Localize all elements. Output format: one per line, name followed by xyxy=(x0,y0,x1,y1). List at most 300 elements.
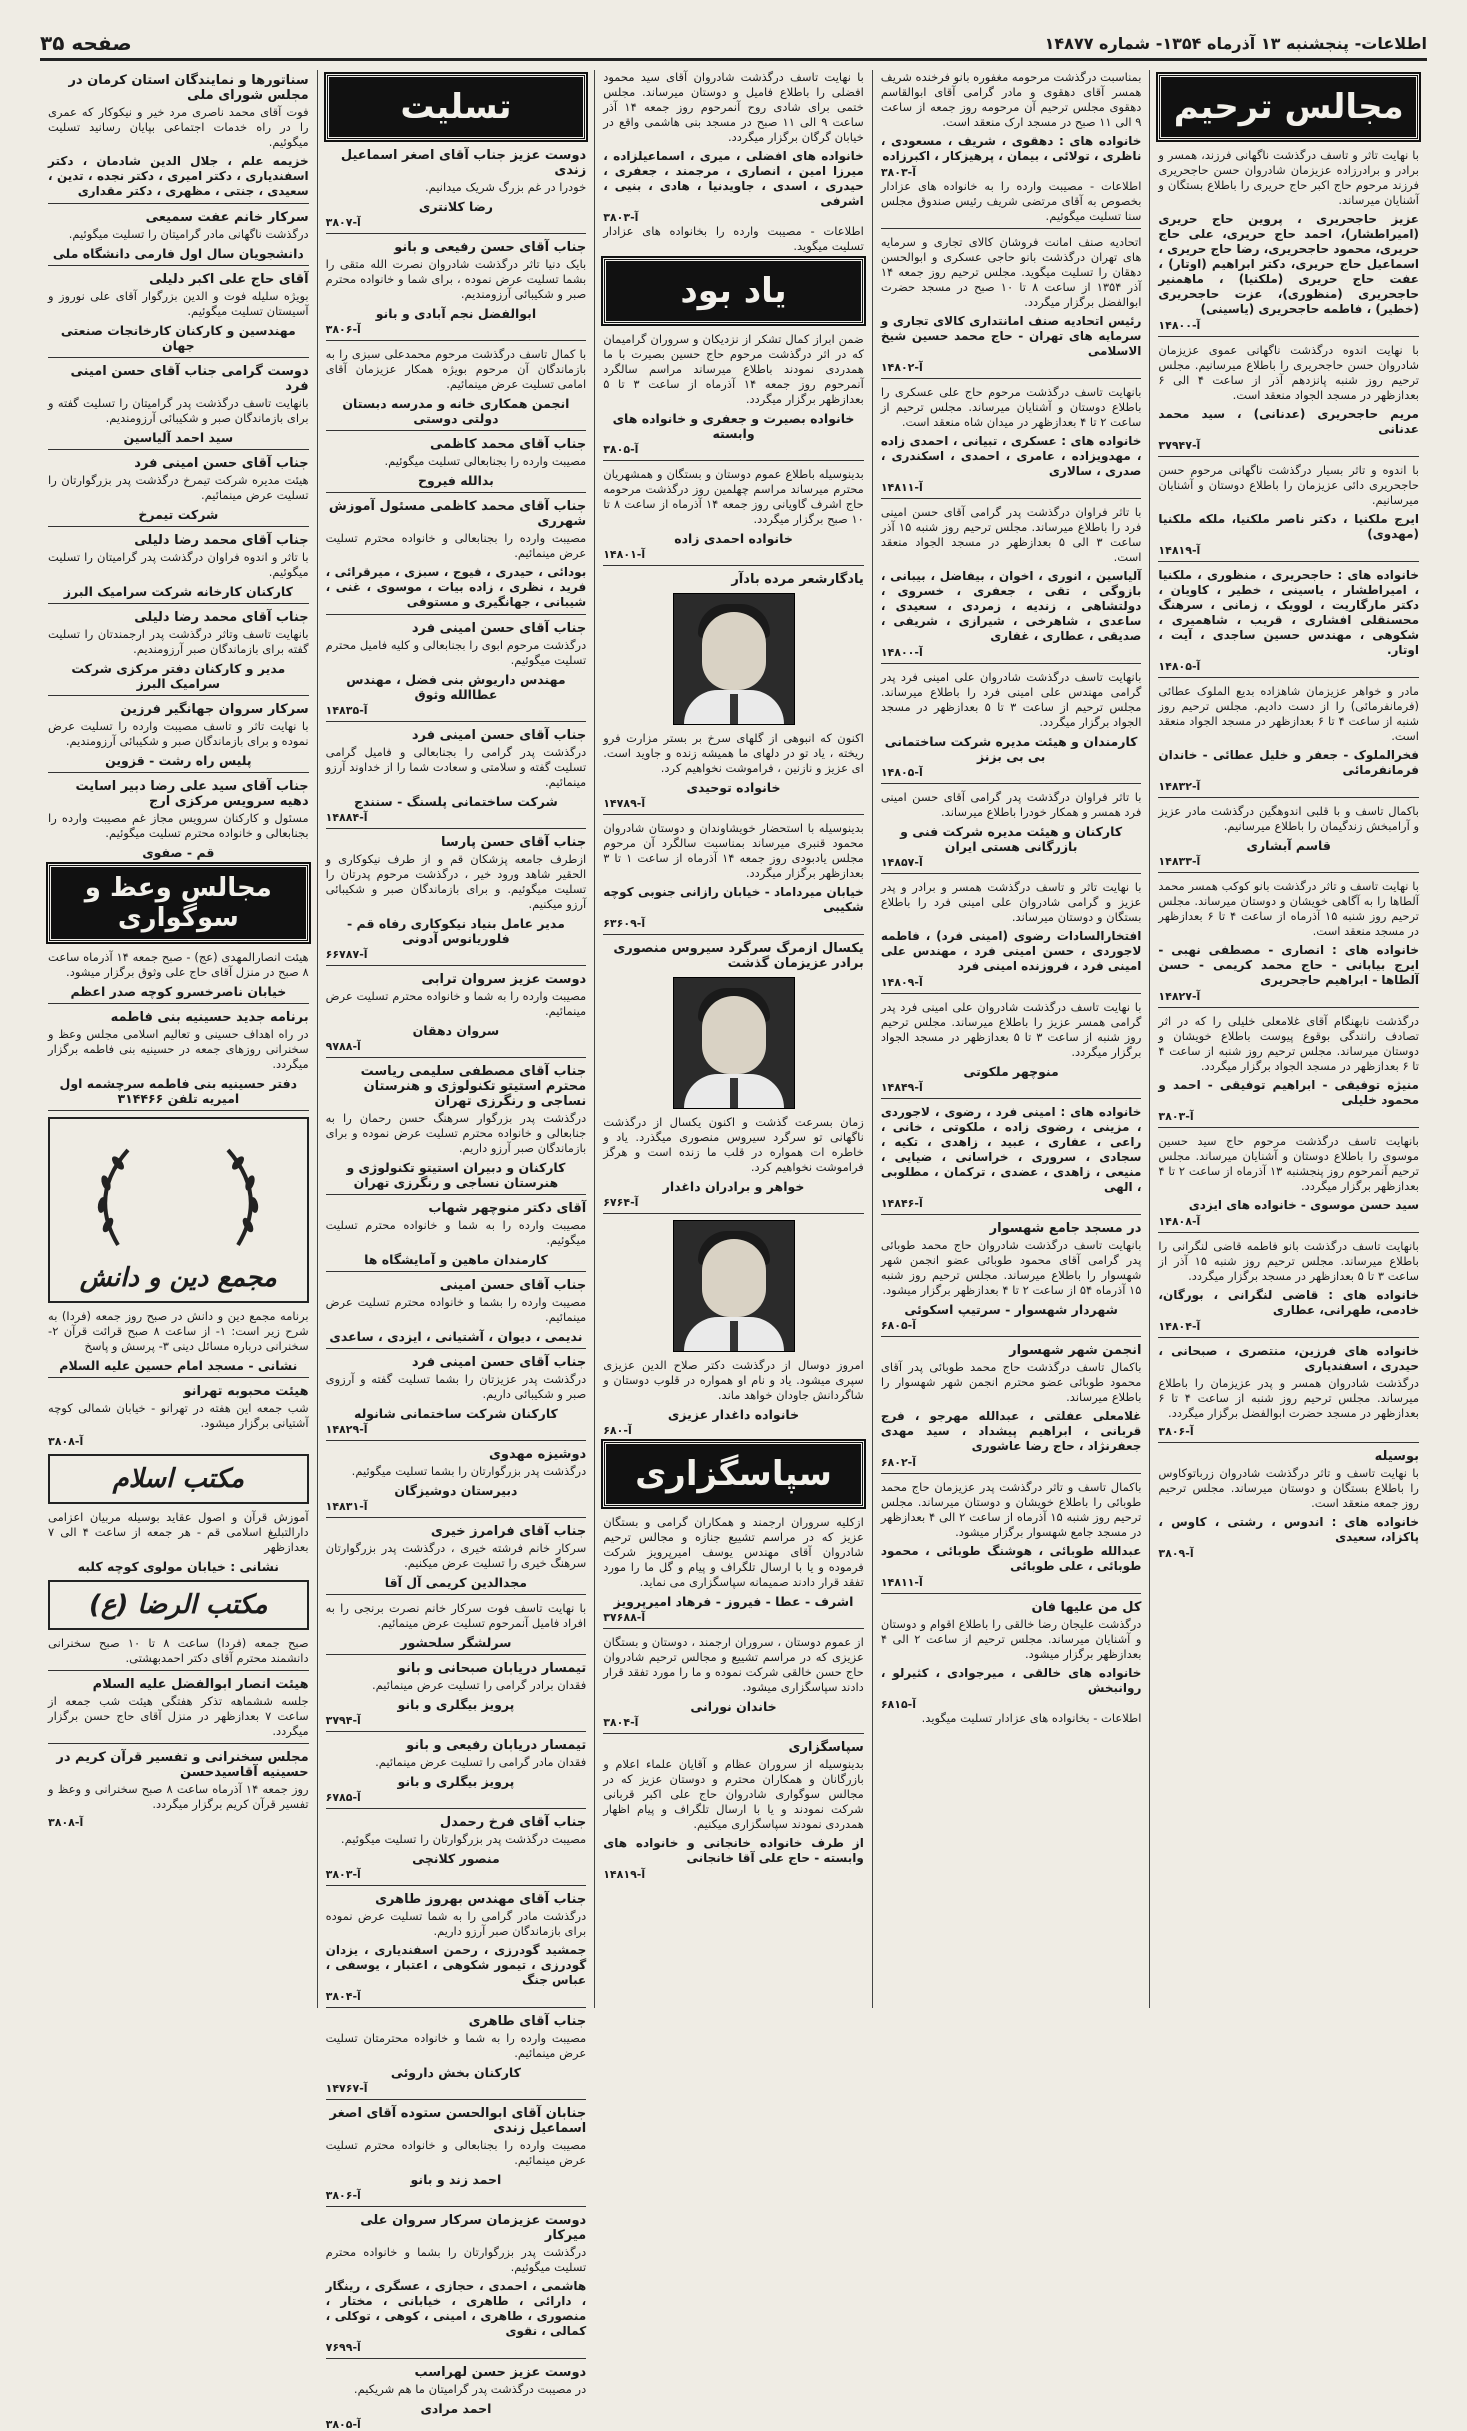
notice-text: بویژه سلیله فوت و الدین بزرگوار آقای علی نوروز و آسیستان تسلیت میگوئیم. xyxy=(48,289,309,318)
notice-heading: جناب آقای حسن امینی فرد xyxy=(411,621,587,636)
divider xyxy=(881,783,1142,784)
notice-heading: آقای حاج علی اکبر دلیلی xyxy=(149,272,309,287)
ad-code: آ-۱۴۸۰۲ xyxy=(880,361,923,374)
divider xyxy=(48,1743,309,1744)
divider xyxy=(881,873,1142,874)
notice-heading: مجلس سخنرانی و تفسیر قرآن کریم در حسینیه آقاسیدحسن xyxy=(56,1750,309,1780)
ad-code: آ-۷۶۹۹ xyxy=(325,2341,361,2354)
notice-names: سید حسن موسوی - خانواده های ایزدی xyxy=(1188,1198,1419,1212)
divider xyxy=(1158,561,1419,562)
notice-heading: دوست عزیز حسن لهراسب xyxy=(414,2365,587,2380)
notice-text: در راه اهداف حسینی و تعالیم اسلامی مجلس وعظ و سخنرانی روزهای جمعه در حسینیه بنی فاطمه برگزار میگردد. xyxy=(48,1027,309,1071)
notice-names: غلامعلی عفلتی ، عبدالله مهرجو ، فرج قربانی ، ابراهیم پیشداد ، سید مهدی جعفرنژاد ، حاج رضا عاشوری xyxy=(880,1409,1142,1453)
notice-signature: خیابان ناصرخسرو کوچه صدر اعظم xyxy=(70,984,287,999)
divider xyxy=(326,1885,587,1886)
photo-face xyxy=(702,996,766,1074)
divider xyxy=(48,357,309,358)
notice-text: بدینوسیله با استحضار خویشاوندان و دوستان شادروان محمود قنبری میرساند بمناسبت سالگرد آن مرحوم مجلس یادبودی روز جمعه ۱۴ آذرماه از ساعت ۱ تا ۳ بعدازظهر برگزار میگردد. xyxy=(603,821,864,880)
divider xyxy=(48,1110,309,1111)
notice-heading: دوست عزیزمان سرکار سروان علی میرکار xyxy=(360,2213,587,2243)
divider xyxy=(48,203,309,204)
notice-text: اطلاعات - مصیبت وارده را بخانواده های عزادار تسلیت میگوید. xyxy=(603,224,864,253)
ad-code: آ-۶۶۷۸۷ xyxy=(325,948,368,961)
column-2 xyxy=(872,70,1150,2008)
notice-signature: کارمندان و هیئت مدیره شرکت ساختمانی بی بی بزنز xyxy=(884,734,1138,764)
notice-heading: جناب آقای حسن رفیعی و بانو xyxy=(394,240,587,255)
ad-code: آ-۱۴۸۰۰ xyxy=(1158,319,1201,332)
logo-title: مکتب الرضا (ع) xyxy=(89,1590,268,1620)
divider xyxy=(48,449,309,450)
divider xyxy=(326,1440,587,1441)
notice-text: برنامه مجمع دین و دانش در صبح روز جمعه (فردا) به شرح زیر است: ۱- از ساعت ۸ صبح قرائت قرآن ۲- سخنرانی درباره مسائل دینی ۳- پرسش و پاسخ xyxy=(48,1309,309,1353)
notice-text: مسئول و کارکنان سرویس مجاز غم مصیبت وارده را بجنابعالی و خانواده محترم تسلیت میگوئیم. xyxy=(48,811,309,840)
ad-code: آ-۳۸۰۳ xyxy=(325,1868,361,1881)
photo-face xyxy=(702,612,766,690)
ad-code: آ-۳۸۰۴ xyxy=(325,1990,361,2003)
divider xyxy=(326,614,587,615)
notice-signature: کارمندان ماهین و آمایشگاه ها xyxy=(364,1252,548,1267)
notice-signature: پلیس راه رشت - قزوین xyxy=(105,753,252,768)
notice-text: ضمن ابراز کمال تشکر از نزدیکان و سروران گرامیمان که در اثر درگذشت مرحوم حاج حسین بصیرت با ما همدردی نمودند باطلاع میرساند مراسم سالگرد آنمرحوم روز جمعه ۱۴ آذرماه از ساعت ۳ تا ۵ بعدازظهر برگزار میگردد. xyxy=(603,332,864,406)
divider xyxy=(326,492,587,493)
notice-names: هاشمی ، احمدی ، حجازی ، عسگری ، رینگار ، دارائی ، طاهری ، خیابانی ، مختار ، منصوری ، طاهری ، امینی ، کوهی ، توکلی ، کمالی ، نقوی xyxy=(325,2279,587,2338)
divider xyxy=(881,1214,1142,1215)
ad-code: آ-۳۷۹۴۷ xyxy=(1158,439,1201,452)
banner-gratitude: سپاسگزاری xyxy=(603,1441,864,1507)
notice-heading: جنابان آقای ابوالحسن ستوده آقای اصغر اسماعیل زندی xyxy=(329,2106,587,2136)
notice-text: با تاثر و اندوه فراوان درگذشت پدر گرامیتان را تسلیت میگوئیم. xyxy=(48,550,309,579)
notice-text: مصیبت وارده را به شما و خانواده محترم تسلیت میگوئیم. xyxy=(325,1218,587,1247)
ad-code: آ-۱۴۸۴۹ xyxy=(880,1081,923,1094)
notice-heading: جناب آقای مصطفی سلیمی ریاست محترم استیتو تکنولوژی و هنرستان نساجی و رنگرزی تهران xyxy=(360,1064,587,1109)
notice-signature: قم - صفوی xyxy=(142,845,215,860)
notice-signature: قاسم آبشاری xyxy=(1246,838,1331,853)
notice-names: منیژه توفیقی - ابراهیم توفیقی - احمد و محمود خلیلی xyxy=(1158,1078,1419,1107)
notice-text: بدینوسیله از سروران عظام و آقایان علماء اعلام و بازرگانان و همکاران محترم و دوستان عزیز که در مجالس سوگواری شادروان حاج علی اکبر قربانی شرکت نمودند و یا با ارسال تلگراف و پیام اظهار همدردی نمودند سپاسگزاری میکنیم. xyxy=(603,1757,864,1831)
notice-text: با نهایت تاسف و تاثر درگذشت شادروان زرباتوکاوس را باطلاع بستگان و دوستان میرساند. مجلس ترحیم روز جمعه منعقد است. xyxy=(1158,1466,1419,1510)
ad-code: آ-۳۸۰۶ xyxy=(325,323,361,336)
divider xyxy=(1158,1442,1419,1443)
notice-signature: اشرف - عطا - فیروز - فرهاد امیرپرویز xyxy=(613,1594,854,1609)
notice-signature: خانواده توحیدی xyxy=(686,780,781,795)
divider xyxy=(1158,797,1419,798)
notice-names: عزیز حاجحریری ، پروین حاج حریری (امیراطشار)، احمد حاج حریری، علی حاج حریری، محمود حاجحریری، رضا حاج حریری ، اسماعیل حاج حریری، دکتر ابراهیم (اوتار) ، عفت حاج حریری (ملکنیا) ، ماهمنیر حاجحریری (منظوری)، عزت حاجحریری (خطیر) ، فاطمه حاجحریری (یاسینی) xyxy=(1158,212,1419,316)
notice-text: درگذشت نابهنگام آقای غلامعلی خلیلی را که در اثر تصادف رانندگی بوقوع پیوست باطلاع خویشان و دوستان میرساند. مجلس ترحیم روز شنبه از ساعت ۴ تا ۶ بعدازظهر در مسجد الجواد برگزار میگردد. xyxy=(1158,1014,1419,1073)
divider xyxy=(48,695,309,696)
notice-signature: احمد مرادی xyxy=(420,2401,492,2416)
notice-signature: بدالله فیروح xyxy=(418,473,494,488)
notice-heading: جناب آقای محمد رضا دلیلی xyxy=(134,610,309,625)
notice-heading: تیمسار دریابان رفیعی و بانو xyxy=(406,1738,587,1753)
notice-text: بانهایت تاسف درگذشت پدر گرامیتان را تسلیت گفته و برای بازماندگان صبر و شکیبائی آرزومندیم. xyxy=(48,396,309,425)
photo-tie xyxy=(730,694,738,724)
notice-text: با نهایت تاسف درگذشت شادروان علی امینی فرد پدر گرامی همسر عزیز را باطلاع میرساند. مجلس ترحیم روز شنبه از ساعت ۳ تا ۵ بعدازظهر در مسجد الجواد برگزار میگردد. xyxy=(880,1000,1142,1059)
notice-text: امروز دوسال از درگذشت دکتر صلاح الدین عزیزی سپری میشود. یاد و نام او همواره در قلوب دوستان و شاگردانش جاودان خواهد ماند. xyxy=(603,1358,864,1402)
notice-signature: پرویز بیگلری و بانو xyxy=(397,1697,515,1712)
notice-text: درگذشت مادر گرامی را به شما تسلیت عرض نموده برای بازماندگان صبر آرزو داریم. xyxy=(325,1909,587,1938)
notice-text: در مصیبت درگذشت پدر گرامیتان ما هم شریکیم. xyxy=(353,2382,587,2396)
notice-heading: انجمن شهر شهسوار xyxy=(1009,1343,1142,1358)
notice-signature: مدیر عامل بنیاد نیکوکاری رفاه قم - فلوریانوس آدونی xyxy=(347,916,565,946)
photo-tie xyxy=(730,1321,738,1351)
divider xyxy=(603,934,864,935)
divider xyxy=(1158,677,1419,678)
notice-signature: کارکنان و دبیران استیتو تکنولوژی و هنرستان نساجی و رنگرزی تهران xyxy=(346,1160,566,1190)
notice-text: اتحادیه صنف امانت فروشان کالای تجاری و سرمایه های تهران درگذشت بانو حاجی عسکری و ابوالحسن دهقان را تسلیت میگوید. مجلس ترحیم روز جمعه ۱۴ آذر ۱۳۵۴ از ساعت ۸ تا ۱۰ صبح در مسجد حضرت ابوالفضل برگزار میگردد. xyxy=(880,235,1142,309)
notice-names: خانواده های : اندوس ، رشتی ، کاوس ، پاکزاد، سعیدی xyxy=(1158,1515,1419,1544)
notice-text: از عموم دوستان ، سروران ارجمند ، دوستان و بستگان عزیزی که در مراسم تشییع و مجالس ترحیم شادروان حاج حسن خالقی شرکت نموده و ما را مورد تفقد قرار دادند سپاسگزاری میشود. xyxy=(603,1635,864,1694)
notice-signature: خواهر و برادران داغدار xyxy=(662,1179,805,1194)
divider xyxy=(326,2099,587,2100)
notice-signature: نشانی - مسجد امام حسین علیه السلام xyxy=(59,1358,298,1373)
notice-text: مصیبت وارده را به شما و خانواده محترمتان تسلیت عرض مینمائیم. xyxy=(325,2031,587,2060)
ad-code: آ-۱۴۸۱۹ xyxy=(603,1868,646,1881)
notice-text: با اندوه و تاثر بسیار درگذشت ناگهانی مرحوم حسن حاجحریری دائی عزیزمان را باطلاع دوستان و آشنایان میرسانیم. xyxy=(1158,463,1419,507)
notice-text: ازکلیه سروران ارجمند و همکاران گرامی و بستگان عزیز که در مراسم تشییع جنازه و مجالس ترحیم شادروان آقای مهندس یوسف امیرپرویز شرکت فرموده و یا با ارسال تلگراف و پیام و گل ما را مورد تفقد قرار دادند صمیمانه سپاسگزاری می نماید. xyxy=(603,1515,864,1589)
logo-title: مکتب اسلام xyxy=(112,1464,244,1494)
column-1 xyxy=(1149,70,1427,2008)
notice-text: مصیبت وارده را بجنابعالی و خانواده محترم تسلیت عرض مینمائیم. xyxy=(325,2138,587,2167)
column-3 xyxy=(594,70,872,2008)
notice-signature: خانواده احمدی زاده xyxy=(674,531,793,546)
notice-text: با تاثر فراوان درگذشت پدر گرامی آقای حسن امینی فرد همسر و همکار خودرا باطلاع میرساند. xyxy=(880,790,1142,819)
columns xyxy=(40,70,1427,2431)
notice-signature: شهردار شهسوار - سرتیپ اسکوئی xyxy=(904,1302,1118,1317)
divider xyxy=(326,1194,587,1195)
notice-text: مصیبت وارده را بشما و خانواده محترم تسلیت عرض مینمائیم. xyxy=(325,1295,587,1324)
divider xyxy=(603,565,864,566)
notice-heading: آقای دکتر منوچهر شهاب xyxy=(428,1201,587,1216)
ad-code: آ-۱۴۸۳۳ xyxy=(1158,855,1201,868)
notice-text: جلسه ششماهه تذکر هفتگی هیئت شب جمعه از ساعت ۷ بعدازظهر در منزل آقای حاج حسن برگزار میگردد. xyxy=(48,1694,309,1738)
notice-text: با نهایت تاسف درگذشت شادروان آقای سید محمود افضلی را باطلاع فامیل و دوستان میرساند. مجلس ختمی برای شادی روح آنمرحوم روز جمعه ۱۴ آذر ساعت ۹ الی ۱۱ صبح در مسجد بنی هاشمی واقع در خیابان گرگان برگزار میگردد. xyxy=(603,70,864,144)
portrait-photo xyxy=(673,593,795,725)
ad-code: آ-۶۳۶۰۹ xyxy=(603,917,646,930)
divider xyxy=(326,233,587,234)
divider xyxy=(48,265,309,266)
ad-code: آ-۱۴۸۳۲ xyxy=(1158,780,1201,793)
ad-code: آ-۳۸۰۴ xyxy=(603,1716,639,1729)
divider xyxy=(603,814,864,815)
notice-text: درگذشت علیجان رضا خالقی را باطلاع اقوام و دوستان و آشنایان میرساند. مجلس ترحیم از ساعت ۲ الی ۴ بعدازظهر برگزار میشود. xyxy=(880,1617,1142,1661)
ad-code: آ-۶۷۶۴ xyxy=(603,1196,639,1209)
ad-code: آ-۱۴۸۵۷ xyxy=(880,856,923,869)
notice-text: روز جمعه ۱۴ آذرماه ساعت ۸ صبح سخنرانی و وعظ و تفسیر قرآن کریم برگزار میگردد. xyxy=(48,1782,309,1811)
notice-text: درگذشت مرحوم ابوی را بجنابعالی و کلیه فامیل محترم تسلیت میگوئیم. xyxy=(325,638,587,667)
divider xyxy=(48,526,309,527)
divider xyxy=(1158,1007,1419,1008)
portrait-photo xyxy=(673,977,795,1109)
ad-code: آ-۱۴۸۱۱ xyxy=(880,481,923,494)
divider xyxy=(326,340,587,341)
divider xyxy=(881,1473,1142,1474)
notice-text: درگذشت پدر بزرگوارتان را بشما و خانواده محترم تسلیت میگوئیم. xyxy=(325,2245,587,2274)
notice-signature: شرکت ساختمانی پلسنگ - سنندج xyxy=(354,794,558,809)
notice-heading: جناب آقای حسن امینی فرد xyxy=(134,456,309,471)
divider xyxy=(1158,872,1419,873)
notice-signature: دفتر حسینیه بنی فاطمه سرچشمه اول امیریه تلفن ۳۱۴۴۶۶ xyxy=(59,1076,298,1106)
notice-text: درگذشت شادروان همسر و پدر عزیزمان را باطلاع میرساند. مجلس ترحیم روز شنبه از ساعت ۴ تا ۶ بعدازظهر در مسجد حضرت ابوالفضل برگزار میگردد. xyxy=(1158,1376,1420,1420)
notice-signature: رضا کلانتری xyxy=(418,199,493,214)
ad-code: آ-۱۴۸۳۱ xyxy=(325,1500,368,1513)
divider xyxy=(326,1808,587,1809)
notice-heading: دوست عزیز سروان ترابی xyxy=(421,972,587,987)
notice-heading: بوسیله xyxy=(1374,1449,1419,1464)
notice-signature: مجدالدین کریمی آل آقا xyxy=(384,1575,528,1590)
notice-heading: جناب آقای سید علی رضا دبیر اسایت دهیه سرویس مرکزی ارج xyxy=(75,779,309,809)
divider xyxy=(326,2007,587,2008)
divider xyxy=(48,603,309,604)
notice-signature: سرلشگر سلحشور xyxy=(400,1635,512,1650)
notice-text: با نهایت اندوه درگذشت ناگهانی عموی عزیزمان شادروان حسن حاجحریری را باطلاع میرسانیم. مجلس ترحیم روز شنبه پانزدهم آذر از ساعت ۴ الی ۶ بعدازظهر در مسجد الجواد منعقد است. xyxy=(1158,343,1419,402)
notice-heading: دوست گرامی جناب آقای حسن امینی فرد xyxy=(70,364,309,394)
notice-signature: سروان دهقان xyxy=(412,1023,500,1038)
notice-text: مصیبت وارده را به شما و خانواده محترم تسلیت عرض مینمائیم. xyxy=(325,989,587,1018)
notice-text: فوت آقای محمد ناصری مرد خیر و نیکوکار که عمری را در راه خدمات اجتماعی بپایان رسانید تسلیت میگوئیم. xyxy=(48,105,309,149)
divider xyxy=(1158,1127,1419,1128)
divider xyxy=(326,965,587,966)
notice-signature: احمد زند و بانو xyxy=(410,2172,502,2187)
notice-names: خانواده های فرزین، منتصری ، صبحانی ، حیدری ، اسفندیاری xyxy=(1158,1344,1419,1373)
ad-code: آ-۶۷۸۵ xyxy=(325,1791,361,1804)
ad-code: آ-۳۸۰۸ xyxy=(48,1435,84,1448)
photo-face xyxy=(702,1239,766,1317)
ad-code: آ-۱۴۷۶۷ xyxy=(325,2082,368,2095)
page-header xyxy=(40,28,1427,61)
ad-code: آ-۱۴۸۰۱ xyxy=(603,548,646,561)
divider xyxy=(603,1628,864,1629)
notice-heading: دوست عزیز جناب آقای اصغر اسماعیل زندی xyxy=(340,148,587,178)
wreath-svg xyxy=(78,1135,278,1255)
notice-heading: جناب آقای مهندس بهروز طاهری xyxy=(375,1892,587,1907)
notice-text: با کمال تاسف درگذشت مرحوم محمدعلی سبزی را به بازماندگان آن مرحوم بویژه همکار عزیزمان آقای امامی تسلیت عرض مینمائیم. xyxy=(325,347,587,391)
notice-heading: برنامه جدید حسینیه بنی فاطمه xyxy=(110,1010,309,1025)
notice-signature: خانواده داغدار عزیزی xyxy=(667,1407,800,1422)
divider xyxy=(48,772,309,773)
ad-code: آ-۱۴۸۴۶ xyxy=(880,1197,923,1210)
notice-text: با نهایت تاسف فوت سرکار خانم نصرت برنجی را به افراد فامیل آنمرحوم تسلیت عرض مینمائیم. xyxy=(325,1601,587,1630)
divider xyxy=(326,1654,587,1655)
notice-names: رئیس اتحادیه صنف امانتداری کالای تجاری و سرمایه های تهران - حاج محمد حسین شیخ الاسلامی xyxy=(880,314,1142,358)
notice-heading: جناب آقای حسن پارسا xyxy=(441,835,587,850)
ad-code: آ-۱۴۸۰۹ xyxy=(880,976,923,989)
ad-code: آ-۱۴۸۳۵ xyxy=(325,704,368,717)
notice-heading: جناب آقای فرامرز خیری xyxy=(430,1524,587,1539)
notice-text: باکمال تاسف درگذشت حاج محمد طوبائی پدر آقای محمود طوبائی عضو محترم انجمن شهر شهسوار را باطلاع میرساند. xyxy=(880,1360,1142,1404)
notice-names: از طرف خانواده خانجانی و خانواده های وابسته - حاج علی آقا خانجانی xyxy=(603,1836,864,1865)
notice-text: بمناسبت درگذشت مرحومه مغفوره بانو فرخنده شریف همسر آقای دهقوی و مادر گرامی آقای ابوالقاسم دهقوی مجلس ترحیم آن مرحومه روز جمعه از ساعت ۹ الی ۱۱ صبح در مسجد ارک منعقد است. xyxy=(880,70,1142,129)
ad-code: آ-۳۸۰۸ xyxy=(48,1816,84,1829)
notice-names: خانواده های : دهقوی ، شریف ، مسعودی ، ناظری ، تولائی ، بیمان ، پرهیزکار ، اکبرزاده xyxy=(880,134,1142,163)
portrait-photo xyxy=(673,1220,795,1352)
banner-sermons: مجالس وعظ و سوگواری xyxy=(48,864,309,942)
notice-names: مریم حاجحریری (عدنانی) ، سید محمد عدنانی xyxy=(1158,407,1419,436)
notice-names: آلیاسین ، انوری ، اخوان ، بیفاضل ، بیبانی ، بازوگی ، تقی ، جعفری ، خسروی ، دولتشاهی ، زندیه ، زمردی ، سعیدی ، ساعدی ، شاهرخی ، شیرازی ، شریفی ، صدیقی ، عطاری ، غفاری xyxy=(880,569,1142,643)
notice-signature: سید احمد آلیاسین xyxy=(123,430,234,445)
notice-signature: مهندس داریوش بنی فضل ، مهندس عطاالله وثوق xyxy=(346,672,566,702)
notice-text: درگذشت پدر گرامی را بجنابعالی و فامیل گرامی تسلیت گفته و سلامتی و سعادت شما را از خداوند آرزو مینمائیم. xyxy=(325,745,587,789)
notice-text: فقدان مادر گرامی را تسلیت عرض مینمائیم. xyxy=(375,1755,587,1769)
notice-text: مصیبت وارده را بجنابعالی تسلیت میگوئیم. xyxy=(384,454,587,468)
notice-text: بانهایت تاسف درگذشت شادروان علی امینی فرد پدر گرامی مهندس علی امینی فرد را باطلاع میرساند. مجلس ترحیم از ساعت ۳ تا ۵ بعدازظهر در مسجد الجواد برگزار میگردد. xyxy=(880,670,1142,729)
divider xyxy=(326,828,587,829)
notice-signature: منصور کلانچی xyxy=(412,1851,500,1866)
notice-text: بایک دنیا تاثر درگذشت شادروان نصرت الله متقی را بشما تسلیت عرض نموده ، برای شما و خانواده محترم صبر و شکیبائی آرزومندیم. xyxy=(325,257,587,301)
divider xyxy=(1158,1337,1419,1338)
notice-names: خانواده های : انصاری - مصطفی نهبی - ایرج بیابانی - حاج محمد کریمی - حسن آلطاها - ابراهیم حاجحریری xyxy=(1158,943,1419,987)
ad-code: آ-۳۸۰۵ xyxy=(603,443,639,456)
notice-names: خانواده های خالقی ، میرجوادی ، کثیرلو ، روانبخش xyxy=(880,1666,1142,1695)
ad-code: آ-۶۸۰۲ xyxy=(880,1456,917,1469)
notice-text: مصیبت وارده را بجنابعالی و خانواده محترم تسلیت عرض مینمائیم. xyxy=(325,531,587,560)
divider xyxy=(881,1593,1142,1594)
notice-text: ازطرف جامعه پزشکان قم و از طرف نیکوکاری و الحقیر شاهد ورود خیر ، درگذشت مرحوم پدرتان را تسلیت میگوئیم. و برای بازماندگان صبر و شکیبائی آرزو میکنیم. xyxy=(325,852,587,911)
notice-heading: تیمسار دریابان صبحانی و بانو xyxy=(397,1661,587,1676)
column-4 xyxy=(317,70,595,2431)
divider xyxy=(326,1271,587,1272)
divider xyxy=(881,378,1142,379)
notice-names: افتخارالسادات رضوی (امینی فرد) ، فاطمه لاجوردی ، حسن امینی فرد ، مهندس علی امینی فرد ، فروزنده امینی فرد xyxy=(880,929,1142,973)
notice-names: بودائی ، حیدری ، فیوج ، سبزی ، میرقرائی ، فرید ، نظری ، زاده بیات ، موسوی ، غنی ، شیبانی ، جهانگیری و مستوفی xyxy=(325,565,587,609)
divider xyxy=(881,228,1142,229)
notice-text: با نهایت تاثر و تاسف درگذشت ناگهانی فرزند، همسر و برادر و برادرزاده عزیزمان شادروان حسن حاجحریری فرزند مرحوم حاج اکبر حاج حریری را باطلاع بستگان و آشنایان میرساند. xyxy=(1158,148,1419,207)
ad-code: آ-۱۴۸۰۵ xyxy=(1158,660,1201,673)
notice-heading: سرکار خانم عفت سمیعی xyxy=(145,210,309,225)
notice-text: با نهایت تاثر و تاسف درگذشت همسر و برادر و پدر عزیز و گرامی شادروان علی امینی فرد را باطلاع بستگان و دوستان میرساند. xyxy=(880,880,1142,924)
notice-signature: کارکنان کارخانه شرکت سرامیک البرز xyxy=(63,584,293,599)
notice-signature: مهندسین و کارکنان کارخانجات صنعتی جهان xyxy=(60,323,296,353)
notice-text: بانهایت تاسف درگذشت شادروان حاج محمد طوبائی پدر گرامی آقای محمود طوبائی عضو انجمن شهر شهسوار را باطلاع میرساند. مجلس ترحیم روز شنبه ۱۵ آذرماه ۵۴ از ساعت ۲ تا ۴ بعدازظهر برگزار میشود. xyxy=(880,1238,1142,1297)
divider xyxy=(48,1670,309,1671)
notice-heading: جناب آقای طاهری xyxy=(468,2014,587,2029)
notice-text: زمان بسرعت گذشت و اکنون یکسال از درگذشت ناگهانی تو سرگرد سیروس منصوری میگذرد. یاد و خاطره ات همواره در قلب ما زنده است و هرگز فراموشت نخواهیم کرد. xyxy=(603,1115,864,1174)
ad-code: آ-۳۷۹۴ xyxy=(325,1714,361,1727)
ad-code: آ-۱۴۸۱۹ xyxy=(1158,544,1201,557)
divider xyxy=(326,1057,587,1058)
notice-signature: کارکنان بخش داروئی xyxy=(390,2065,521,2080)
notice-text: فقدان برادر گرامی را تسلیت عرض مینمائیم. xyxy=(371,1678,587,1692)
notice-text: هیئت انصارالمهدی (عج) - صبح جمعه ۱۴ آذرماه ساعت ۸ صبح در منزل آقای حاج علی وثوق برگزار میشود. xyxy=(48,950,309,979)
notice-text: اطلاعات - مصیبت وارده را به خانواده های عزادار بخصوص به آقای مرتضی شریف رئیس صندوق مجلس سنا تسلیت میگوئیم. xyxy=(880,179,1142,223)
notice-text: با تاثر فراوان درگذشت پدر گرامی آقای حسن امینی فرد را باطلاع میرساند. مجلس ترحیم روز شنبه ۱۵ آذر ساعت ۳ الی ۵ بعدازظهر در مسجد الجواد منعقد است. xyxy=(880,505,1142,564)
notice-heading: سناتورها و نمایندگان استان کرمان در مجلس شورای ملی xyxy=(68,73,309,103)
notice-heading: جناب آقای حسن امینی فرد xyxy=(411,1355,587,1370)
notice-names: خانواده های : عسکری ، تبیانی ، احمدی زاده ، مهدویزاده ، عامری ، احمدی ، اسکندری ، صدری ، سالاری xyxy=(880,434,1142,478)
divider xyxy=(881,1336,1142,1337)
notice-names: فخرالملوک - جعفر و خلیل عطائی - خاندان فرمانفرمائی xyxy=(1158,748,1419,777)
notice-names: خانواده های : حاجحریری ، منظوری ، ملکنیا ، امیراطشار ، یاسینی ، خطیر ، کاویان ، دکتر مارگاریت ، لوویک ، زمانی ، سرهنگ محسنقلی افشاری ، قریب ، شاهمیری ، شکوهی ، مهندس حسین ساجدی ، آیت ، اوتار. xyxy=(1158,568,1419,657)
notice-text: بانهایت تاسف درگذشت مرحوم حاج علی عسکری را باطلاع دوستان و آشنایان میرساند. مجلس ترحیم از ساعت ۲ تا ۴ بعدازظهر در میدان شاه منعقد است. xyxy=(880,385,1142,429)
logo-din-va-danesh xyxy=(48,1117,309,1303)
ad-code: آ-۳۸۰۳ xyxy=(1158,1110,1194,1123)
notice-heading: هیئت محبوبه تهرانو xyxy=(183,1384,309,1399)
divider xyxy=(48,1377,309,1378)
column-5 xyxy=(40,70,317,2008)
ad-code: آ-۶۸۱۵ xyxy=(880,1698,917,1711)
notice-signature: انجمن همکاری خانه و مدرسه دبستان دولتی دوستی xyxy=(342,396,570,426)
notice-names: عبدالله طوبائی ، هوشنگ طوبائی ، محمود طوبائی ، علی طوبائی xyxy=(880,1544,1142,1573)
ad-code: آ-۶۸۰ xyxy=(603,1424,632,1437)
notice-names: ایرج ملکنیا ، دکتر ناصر ملکنیا، ملکه ملکنیا (مهدوی) xyxy=(1158,512,1419,541)
divider xyxy=(603,1733,864,1734)
notice-signature: ندیمی ، دیوان ، آشتیانی ، ایزدی ، ساعدی xyxy=(329,1329,583,1344)
divider xyxy=(326,1517,587,1518)
notice-heading: جناب آقای محمد رضا دلیلی xyxy=(134,533,309,548)
notice-names: خانواده های : امینی فرد ، رضوی ، لاجوردی ، مزینی ، رضوی زاده ، ملکوتی ، خانی ، راعی ، عفاری ، عبید ، زاهدی ، تکیه ، سجادی ، سروری ، خراسانی ، ضیایی ، منیعی ، زاهدی ، عضدی ، ترکمان ، مطلوبی ، الهی xyxy=(880,1105,1142,1194)
divider xyxy=(1158,336,1419,337)
notice-text: بانهایت تاسف وتاثر درگذشت پدر ارجمندتان را تسلیت گفته برای بازماندگان صبر آرزومندیم. xyxy=(48,627,309,656)
notice-names: خیابان میرداماد - خیابان رازانی جنوبی کوچه شکیبی xyxy=(603,885,864,914)
divider xyxy=(326,1731,587,1732)
photo-tie xyxy=(730,1078,738,1108)
notice-text: اکنون که انبوهی از گلهای سرخ بر بستر مزارت فرو ریخته ، یاد تو در دلهای ما همیشه زنده و جاوید است. ای عزیز و نازنین ، فراموشت نخواهیم کرد. xyxy=(603,731,864,775)
notice-signature: دانشجویان سال اول فارمی دانشگاه ملی xyxy=(52,246,304,261)
divider xyxy=(326,430,587,431)
issue-meta: اطلاعات- پنجشنبه ۱۳ آذرماه ۱۳۵۴- شماره ۱۴۸۷۷ xyxy=(1044,33,1427,53)
banner-condolences: تسلیت xyxy=(326,74,587,140)
divider xyxy=(881,993,1142,994)
notice-text: با نهایت تاسف و تاثر درگذشت بانو کوکب همسر محمد آلطاها را به آگاهی خویشان و دوستان میرساند. مجلس ترحیم روز شنبه ۱۵ آذرماه از ساعت ۴ تا ۶ بعدازظهر در مسجد منعقد است. xyxy=(1158,879,1419,938)
ad-code: آ-۳۷۶۸۸ xyxy=(603,1611,646,1624)
divider xyxy=(881,1098,1142,1099)
ad-code: آ-۱۴۸۲۷ xyxy=(1158,990,1201,1003)
notice-heading: یکسال ازمرگ سرگرد سیروس منصوری برادر عزیزمان گذشت xyxy=(613,941,864,971)
notice-text: درگذشت پدر عزیزتان را بشما تسلیت گفته و آرزوی صبر و شکیبائی داریم. xyxy=(325,1372,587,1401)
notice-signature: ابوالفضل نجم آبادی و بانو xyxy=(375,306,537,321)
notice-signature: خاندان نورانی xyxy=(690,1699,777,1714)
notice-heading: کل من علیها فان xyxy=(1031,1600,1142,1615)
notice-heading: جناب آقای محمد کاظمی مسئول آموزش شهرری xyxy=(328,499,587,529)
divider xyxy=(881,663,1142,664)
divider xyxy=(1158,456,1419,457)
ad-code: آ-۳۸۰۷ xyxy=(325,216,361,229)
notice-names: جمشید گودرزی ، رحمن اسفندیاری ، یزدان گودرزی ، تیمور شکوهی ، اعتبار ، یوسفی ، عباس جنگ xyxy=(325,1943,587,1987)
divider xyxy=(326,721,587,722)
notice-heading: سپاسگزاری xyxy=(788,1740,864,1755)
divider xyxy=(881,498,1142,499)
notice-text: درگذشت پدر بزرگوار سرهنگ حسن رحمان را به جنابعالی و خانواده محترم تسلیت عرض نموده و برای بازماندگان صبر آرزو داریم. xyxy=(325,1111,587,1155)
notice-signature: دبیرستان دوشیزگان xyxy=(394,1483,518,1498)
notice-heading: جناب آقای حسن امینی xyxy=(439,1278,587,1293)
ad-code: آ-۳۸۰۳ xyxy=(603,211,639,224)
divider xyxy=(603,1213,864,1214)
ad-code: آ-۳۸۰۶ xyxy=(1158,1425,1194,1438)
notice-heading: در مسجد جامع شهسوار xyxy=(989,1221,1142,1236)
divider xyxy=(326,2358,587,2359)
ad-code: آ-۱۴۷۸۹ xyxy=(603,797,646,810)
ad-code: آ-۳۸۰۶ xyxy=(325,2189,361,2202)
logo-maktab-eslam xyxy=(48,1454,309,1504)
notice-text: هیئت مدیره شرکت تیمرخ درگذشت پدر بزرگوارتان را تسلیت عرض مینمائیم. xyxy=(48,473,309,502)
notice-signature: پرویز بیگلری و بانو xyxy=(397,1774,515,1789)
notice-heading: دوشیزه مهدوی xyxy=(488,1447,587,1462)
logo-maktab-alreza xyxy=(48,1580,309,1630)
notice-heading: سرکار سروان جهانگیر فرزین xyxy=(120,702,309,717)
notice-signature: منوچهر ملکوتی xyxy=(963,1064,1059,1079)
notice-text: درگذشت پدر بزرگوارتان را بشما تسلیت میگوئیم. xyxy=(351,1464,587,1478)
ad-code: آ-۱۴۸۰۰ xyxy=(880,646,923,659)
ad-code: آ-۹۷۸۸ xyxy=(325,1040,361,1053)
notice-signature: نشانی : خیابان مولوی کوچه کلبه xyxy=(77,1559,280,1574)
logo-title: مجمع دین و دانش xyxy=(79,1263,277,1293)
notice-signature: خانواده بصیرت و جعفری و خانواده های وابسته xyxy=(612,411,855,441)
ad-code: آ-۳۸۰۹ xyxy=(1158,1547,1194,1560)
ad-code: آ-۱۴۸۰۴ xyxy=(1158,1320,1201,1333)
notice-names: خانواده های افضلی ، میری ، اسماعیلزاده ، میرزا امین ، انصاری ، مرجمند ، جعفری ، حیدری ، اسدی ، جاویدنیا ، هادی ، بنیی ، اشرفی xyxy=(603,149,864,208)
divider xyxy=(326,2206,587,2207)
ad-code: آ-۱۴۸۸۴ xyxy=(325,811,368,824)
notice-text: آموزش قرآن و اصول عقاید بوسیله مربیان اعزامی دارالتبلیغ اسلامی قم - هر جمعه از ساعت ۴ الی ۷ بعدازظهر xyxy=(48,1510,309,1554)
